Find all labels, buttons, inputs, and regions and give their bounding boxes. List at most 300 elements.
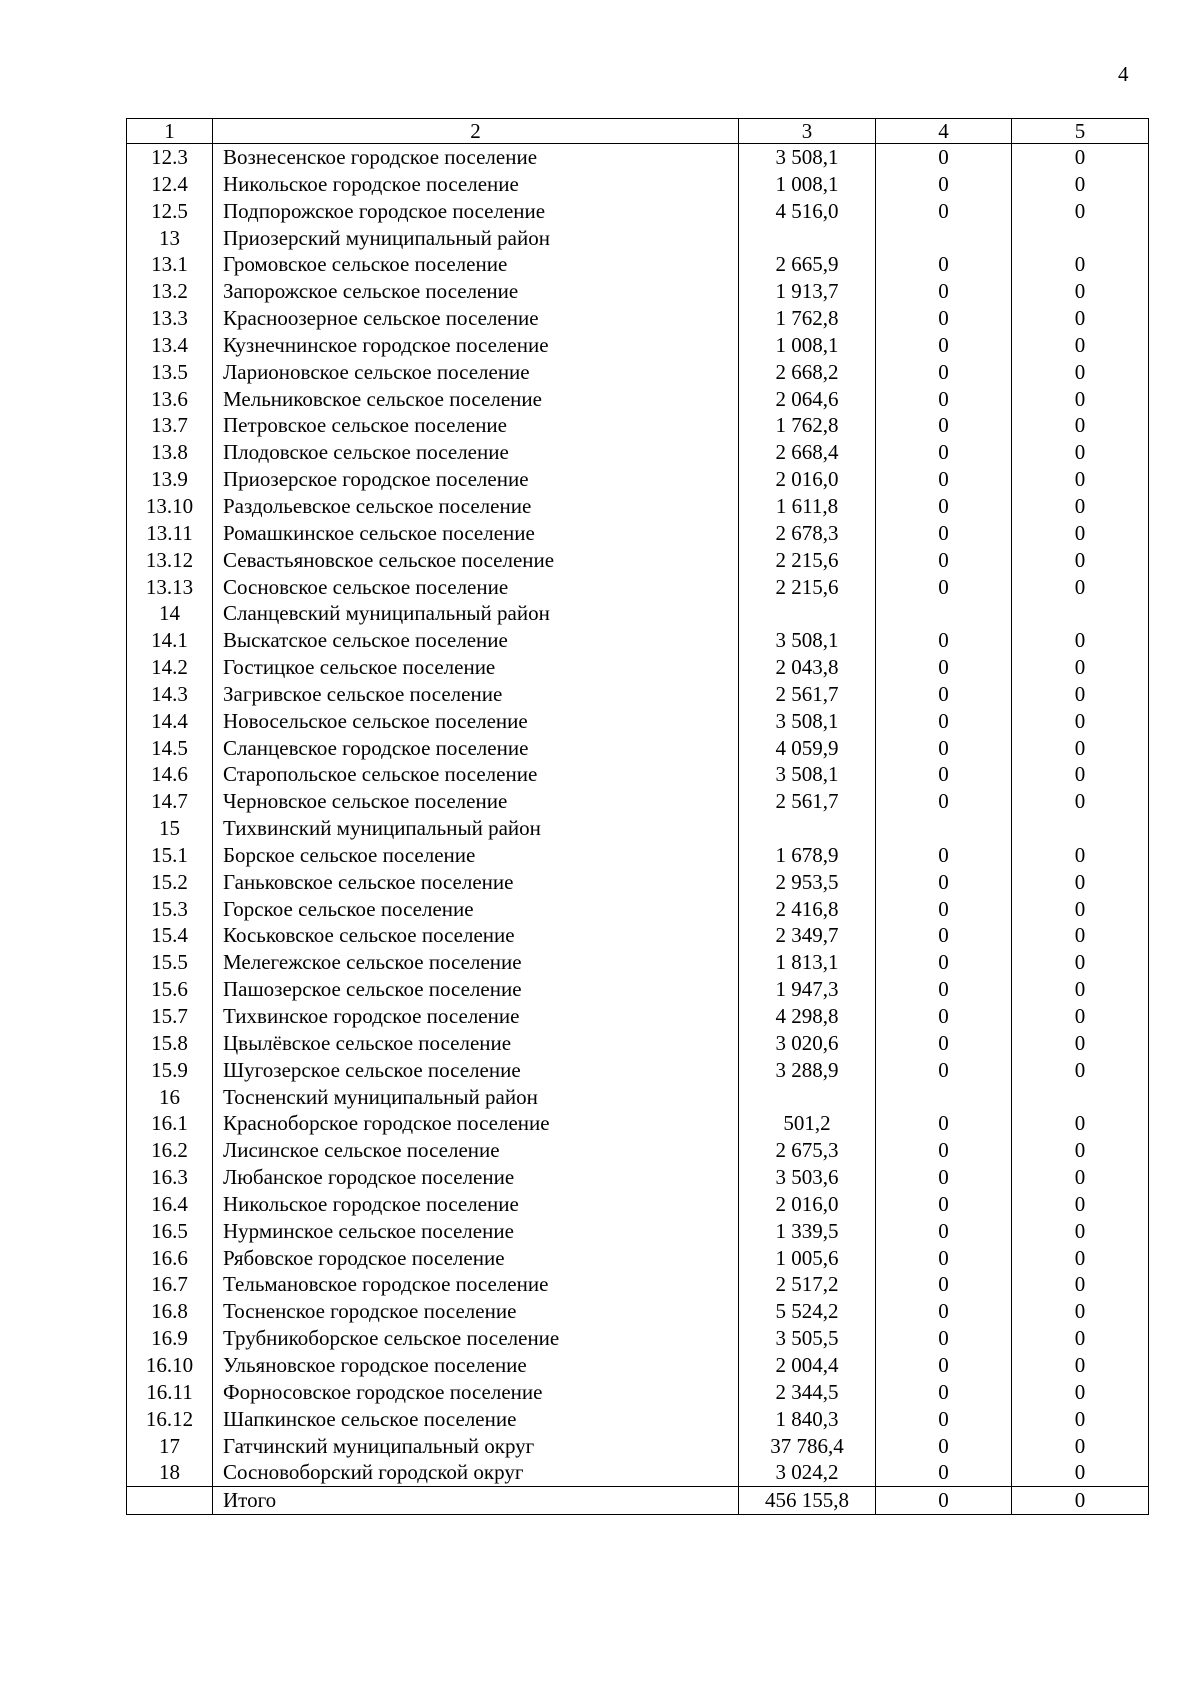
row-col3-cell: 2 004,4 bbox=[739, 1352, 876, 1379]
row-col3-cell: 1 762,8 bbox=[739, 305, 876, 332]
table-row bbox=[127, 144, 1149, 171]
row-num-cell: 13.10 bbox=[127, 493, 213, 520]
row-col5-cell: 0 bbox=[1012, 1030, 1149, 1057]
row-name-cell: Ларионовское сельское поселение bbox=[213, 359, 739, 386]
row-name-cell: Тельмановское городское поселение bbox=[213, 1271, 739, 1298]
table-row bbox=[127, 466, 1149, 493]
row-col5-cell: 0 bbox=[1012, 761, 1149, 788]
row-num-cell: 13.9 bbox=[127, 466, 213, 493]
row-col3-cell: 2 016,0 bbox=[739, 466, 876, 493]
row-name-cell: Запорожское сельское поселение bbox=[213, 278, 739, 305]
table-row bbox=[127, 949, 1149, 976]
row-num-cell: 13.5 bbox=[127, 359, 213, 386]
row-col5-cell: 0 bbox=[1012, 1271, 1149, 1298]
table-row bbox=[127, 600, 1149, 627]
row-col3-cell: 3 508,1 bbox=[739, 761, 876, 788]
row-col3-cell: 1 947,3 bbox=[739, 976, 876, 1003]
row-col3-cell: 3 508,1 bbox=[739, 144, 876, 171]
row-col3-cell bbox=[739, 1084, 876, 1111]
row-col3-cell bbox=[739, 815, 876, 842]
row-name-cell: Громовское сельское поселение bbox=[213, 251, 739, 278]
row-name-cell: Черновское сельское поселение bbox=[213, 788, 739, 815]
table-row bbox=[127, 359, 1149, 386]
row-name-cell: Вознесенское городское поселение bbox=[213, 144, 739, 171]
table-header bbox=[127, 119, 1149, 144]
row-num-cell: 16.11 bbox=[127, 1379, 213, 1406]
header-col-4: 4 bbox=[876, 119, 1012, 144]
table-row bbox=[127, 251, 1149, 278]
row-col3-cell: 2 561,7 bbox=[739, 681, 876, 708]
row-col4-cell: 0 bbox=[876, 1164, 1012, 1191]
row-col3-cell: 1 005,6 bbox=[739, 1245, 876, 1272]
row-num-cell: 16.2 bbox=[127, 1137, 213, 1164]
row-name-cell: Нурминское сельское поселение bbox=[213, 1218, 739, 1245]
row-col5-cell: 0 bbox=[1012, 144, 1149, 171]
row-col5-cell: 0 bbox=[1012, 1003, 1149, 1030]
row-col5-cell: 0 bbox=[1012, 681, 1149, 708]
table-row bbox=[127, 1459, 1149, 1486]
row-col4-cell: 0 bbox=[876, 278, 1012, 305]
row-num-cell: 13 bbox=[127, 225, 213, 252]
row-col4-cell: 0 bbox=[876, 412, 1012, 439]
row-name-cell: Любанское городское поселение bbox=[213, 1164, 739, 1191]
row-col5-cell: 0 bbox=[1012, 1110, 1149, 1137]
row-col4-cell bbox=[876, 815, 1012, 842]
row-num-cell: 14.4 bbox=[127, 708, 213, 735]
row-col4-cell: 0 bbox=[876, 1030, 1012, 1057]
row-col3-cell: 2 215,6 bbox=[739, 574, 876, 601]
table-row bbox=[127, 278, 1149, 305]
table-row bbox=[127, 681, 1149, 708]
row-name-cell: Кузнечнинское городское поселение bbox=[213, 332, 739, 359]
row-col5-cell: 0 bbox=[1012, 627, 1149, 654]
table-row bbox=[127, 1191, 1149, 1218]
row-col5-cell: 0 bbox=[1012, 547, 1149, 574]
row-col4-cell: 0 bbox=[876, 332, 1012, 359]
row-num-cell: 16.12 bbox=[127, 1406, 213, 1433]
table-row bbox=[127, 896, 1149, 923]
table-row bbox=[127, 976, 1149, 1003]
row-col5-cell: 0 bbox=[1012, 359, 1149, 386]
row-col4-cell: 0 bbox=[876, 949, 1012, 976]
row-col4-cell: 0 bbox=[876, 735, 1012, 762]
row-col4-cell: 0 bbox=[876, 359, 1012, 386]
row-col4-cell: 0 bbox=[876, 251, 1012, 278]
total-num-cell bbox=[127, 1487, 213, 1515]
table-row bbox=[127, 1406, 1149, 1433]
row-num-cell: 14 bbox=[127, 600, 213, 627]
row-num-cell: 14.2 bbox=[127, 654, 213, 681]
row-col5-cell: 0 bbox=[1012, 278, 1149, 305]
row-col5-cell: 0 bbox=[1012, 198, 1149, 225]
table-row bbox=[127, 520, 1149, 547]
row-col5-cell: 0 bbox=[1012, 1191, 1149, 1218]
row-col5-cell: 0 bbox=[1012, 869, 1149, 896]
row-num-cell: 13.11 bbox=[127, 520, 213, 547]
row-num-cell: 15.5 bbox=[127, 949, 213, 976]
table-row bbox=[127, 574, 1149, 601]
table-row bbox=[127, 198, 1149, 225]
row-col4-cell: 0 bbox=[876, 1406, 1012, 1433]
row-num-cell: 13.2 bbox=[127, 278, 213, 305]
row-col3-cell: 1 339,5 bbox=[739, 1218, 876, 1245]
row-col4-cell: 0 bbox=[876, 1003, 1012, 1030]
row-name-cell: Севастьяновское сельское поселение bbox=[213, 547, 739, 574]
table-row bbox=[127, 869, 1149, 896]
row-num-cell: 16.8 bbox=[127, 1298, 213, 1325]
row-num-cell: 15.3 bbox=[127, 896, 213, 923]
row-col4-cell: 0 bbox=[876, 466, 1012, 493]
row-col4-cell: 0 bbox=[876, 439, 1012, 466]
table-body bbox=[127, 144, 1149, 1487]
row-num-cell: 16.10 bbox=[127, 1352, 213, 1379]
row-col3-cell: 2 668,4 bbox=[739, 439, 876, 466]
row-col5-cell: 0 bbox=[1012, 735, 1149, 762]
table-row bbox=[127, 1325, 1149, 1352]
total-col3-cell: 456 155,8 bbox=[739, 1487, 876, 1515]
row-col4-cell: 0 bbox=[876, 1298, 1012, 1325]
table-row bbox=[127, 1164, 1149, 1191]
row-name-cell: Коськовское сельское поселение bbox=[213, 922, 739, 949]
row-num-cell: 16.6 bbox=[127, 1245, 213, 1272]
row-name-cell: Борское сельское поселение bbox=[213, 842, 739, 869]
row-name-cell: Никольское городское поселение bbox=[213, 171, 739, 198]
header-col-3: 3 bbox=[739, 119, 876, 144]
header-col-5: 5 bbox=[1012, 119, 1149, 144]
row-col4-cell: 0 bbox=[876, 708, 1012, 735]
row-col4-cell: 0 bbox=[876, 922, 1012, 949]
row-num-cell: 14.7 bbox=[127, 788, 213, 815]
row-col3-cell: 3 024,2 bbox=[739, 1459, 876, 1486]
row-col5-cell: 0 bbox=[1012, 1298, 1149, 1325]
row-col3-cell: 1 008,1 bbox=[739, 171, 876, 198]
row-num-cell: 15.6 bbox=[127, 976, 213, 1003]
row-num-cell: 16.5 bbox=[127, 1218, 213, 1245]
row-col3-cell: 3 508,1 bbox=[739, 708, 876, 735]
row-name-cell: Новосельское сельское поселение bbox=[213, 708, 739, 735]
row-num-cell: 16.3 bbox=[127, 1164, 213, 1191]
row-name-cell: Гостицкое сельское поселение bbox=[213, 654, 739, 681]
row-num-cell: 13.13 bbox=[127, 574, 213, 601]
row-col3-cell: 4 059,9 bbox=[739, 735, 876, 762]
table-row bbox=[127, 922, 1149, 949]
table-row bbox=[127, 842, 1149, 869]
table-row bbox=[127, 735, 1149, 762]
row-col5-cell: 0 bbox=[1012, 1352, 1149, 1379]
table-row bbox=[127, 1218, 1149, 1245]
row-col4-cell: 0 bbox=[876, 1459, 1012, 1486]
row-col5-cell: 0 bbox=[1012, 1164, 1149, 1191]
row-col5-cell: 0 bbox=[1012, 1057, 1149, 1084]
row-col3-cell: 2 416,8 bbox=[739, 896, 876, 923]
row-col4-cell: 0 bbox=[876, 788, 1012, 815]
row-col3-cell: 4 516,0 bbox=[739, 198, 876, 225]
table-row bbox=[127, 171, 1149, 198]
row-col4-cell: 0 bbox=[876, 386, 1012, 413]
row-col5-cell: 0 bbox=[1012, 896, 1149, 923]
row-col4-cell: 0 bbox=[876, 171, 1012, 198]
table-row bbox=[127, 1003, 1149, 1030]
row-name-cell: Рябовское городское поселение bbox=[213, 1245, 739, 1272]
row-col4-cell: 0 bbox=[876, 1218, 1012, 1245]
row-col5-cell: 0 bbox=[1012, 1325, 1149, 1352]
row-col5-cell: 0 bbox=[1012, 1379, 1149, 1406]
row-col5-cell: 0 bbox=[1012, 788, 1149, 815]
row-col5-cell: 0 bbox=[1012, 708, 1149, 735]
row-col4-cell bbox=[876, 225, 1012, 252]
row-num-cell: 13.4 bbox=[127, 332, 213, 359]
row-col4-cell: 0 bbox=[876, 761, 1012, 788]
row-num-cell: 16.7 bbox=[127, 1271, 213, 1298]
row-col5-cell: 0 bbox=[1012, 842, 1149, 869]
row-col4-cell: 0 bbox=[876, 1433, 1012, 1460]
row-col3-cell: 2 953,5 bbox=[739, 869, 876, 896]
row-col4-cell: 0 bbox=[876, 305, 1012, 332]
table-row bbox=[127, 1379, 1149, 1406]
row-col5-cell: 0 bbox=[1012, 466, 1149, 493]
row-col3-cell: 2 016,0 bbox=[739, 1191, 876, 1218]
row-name-cell: Сосновское сельское поселение bbox=[213, 574, 739, 601]
row-num-cell: 15.4 bbox=[127, 922, 213, 949]
header-row bbox=[127, 119, 1149, 144]
row-col3-cell: 1 913,7 bbox=[739, 278, 876, 305]
row-col4-cell: 0 bbox=[876, 1057, 1012, 1084]
row-col3-cell: 1 678,9 bbox=[739, 842, 876, 869]
row-num-cell: 12.3 bbox=[127, 144, 213, 171]
table-row bbox=[127, 439, 1149, 466]
row-col4-cell: 0 bbox=[876, 654, 1012, 681]
row-col4-cell: 0 bbox=[876, 144, 1012, 171]
table-row bbox=[127, 1352, 1149, 1379]
row-num-cell: 13.1 bbox=[127, 251, 213, 278]
row-name-cell: Приозерский муниципальный район bbox=[213, 225, 739, 252]
row-col4-cell: 0 bbox=[876, 574, 1012, 601]
row-name-cell: Тихвинский муниципальный район bbox=[213, 815, 739, 842]
table-row bbox=[127, 1245, 1149, 1272]
row-col4-cell: 0 bbox=[876, 627, 1012, 654]
total-col5-cell: 0 bbox=[1012, 1487, 1149, 1515]
table-row bbox=[127, 1110, 1149, 1137]
row-name-cell: Тихвинское городское поселение bbox=[213, 1003, 739, 1030]
row-col5-cell bbox=[1012, 600, 1149, 627]
table-row bbox=[127, 412, 1149, 439]
row-col3-cell: 3 505,5 bbox=[739, 1325, 876, 1352]
row-col4-cell: 0 bbox=[876, 520, 1012, 547]
row-col4-cell: 0 bbox=[876, 1325, 1012, 1352]
row-name-cell: Ганьковское сельское поселение bbox=[213, 869, 739, 896]
row-name-cell: Цвылёвское сельское поселение bbox=[213, 1030, 739, 1057]
row-num-cell: 15 bbox=[127, 815, 213, 842]
row-col3-cell: 2 678,3 bbox=[739, 520, 876, 547]
row-col5-cell: 0 bbox=[1012, 412, 1149, 439]
row-name-cell: Выскатское сельское поселение bbox=[213, 627, 739, 654]
row-name-cell: Пашозерское сельское поселение bbox=[213, 976, 739, 1003]
row-num-cell: 16.9 bbox=[127, 1325, 213, 1352]
row-name-cell: Подпорожское городское поселение bbox=[213, 198, 739, 225]
row-num-cell: 12.4 bbox=[127, 171, 213, 198]
row-col3-cell: 2 675,3 bbox=[739, 1137, 876, 1164]
row-col3-cell: 501,2 bbox=[739, 1110, 876, 1137]
row-num-cell: 16.4 bbox=[127, 1191, 213, 1218]
row-num-cell: 15.2 bbox=[127, 869, 213, 896]
row-num-cell: 12.5 bbox=[127, 198, 213, 225]
row-col4-cell bbox=[876, 1084, 1012, 1111]
row-col5-cell: 0 bbox=[1012, 1137, 1149, 1164]
header-col-1: 1 bbox=[127, 119, 213, 144]
row-name-cell: Лисинское сельское поселение bbox=[213, 1137, 739, 1164]
row-col3-cell: 37 786,4 bbox=[739, 1433, 876, 1460]
row-col5-cell: 0 bbox=[1012, 386, 1149, 413]
row-num-cell: 13.7 bbox=[127, 412, 213, 439]
table-footer bbox=[127, 1487, 1149, 1515]
row-col3-cell: 2 561,7 bbox=[739, 788, 876, 815]
data-table bbox=[126, 118, 1149, 1515]
table-row bbox=[127, 1298, 1149, 1325]
row-col4-cell: 0 bbox=[876, 896, 1012, 923]
total-row bbox=[127, 1487, 1149, 1515]
row-col5-cell: 0 bbox=[1012, 976, 1149, 1003]
table-row bbox=[127, 547, 1149, 574]
table-row bbox=[127, 1137, 1149, 1164]
row-name-cell: Трубникоборское сельское поселение bbox=[213, 1325, 739, 1352]
row-name-cell: Загривское сельское поселение bbox=[213, 681, 739, 708]
row-col4-cell: 0 bbox=[876, 493, 1012, 520]
table-row bbox=[127, 1433, 1149, 1460]
table-row bbox=[127, 627, 1149, 654]
row-col5-cell bbox=[1012, 815, 1149, 842]
row-name-cell: Тосненский муниципальный район bbox=[213, 1084, 739, 1111]
row-name-cell: Ульяновское городское поселение bbox=[213, 1352, 739, 1379]
table-row bbox=[127, 654, 1149, 681]
row-col3-cell: 5 524,2 bbox=[739, 1298, 876, 1325]
row-name-cell: Плодовское сельское поселение bbox=[213, 439, 739, 466]
row-num-cell: 14.1 bbox=[127, 627, 213, 654]
row-col5-cell: 0 bbox=[1012, 1245, 1149, 1272]
table-row bbox=[127, 1271, 1149, 1298]
row-col5-cell: 0 bbox=[1012, 332, 1149, 359]
row-name-cell: Красноозерное сельское поселение bbox=[213, 305, 739, 332]
page-number: 4 bbox=[1118, 62, 1129, 86]
row-col3-cell: 2 349,7 bbox=[739, 922, 876, 949]
row-col5-cell: 0 bbox=[1012, 922, 1149, 949]
row-name-cell: Шугозерское сельское поселение bbox=[213, 1057, 739, 1084]
row-col3-cell: 2 215,6 bbox=[739, 547, 876, 574]
table-row bbox=[127, 493, 1149, 520]
row-col3-cell: 2 668,2 bbox=[739, 359, 876, 386]
row-col4-cell: 0 bbox=[876, 842, 1012, 869]
row-col3-cell: 2 064,6 bbox=[739, 386, 876, 413]
row-col4-cell: 0 bbox=[876, 1379, 1012, 1406]
row-name-cell: Красноборское городское поселение bbox=[213, 1110, 739, 1137]
table-row bbox=[127, 1030, 1149, 1057]
row-num-cell: 18 bbox=[127, 1459, 213, 1486]
row-num-cell: 15.9 bbox=[127, 1057, 213, 1084]
row-col3-cell: 3 503,6 bbox=[739, 1164, 876, 1191]
table-row bbox=[127, 1057, 1149, 1084]
table-row bbox=[127, 761, 1149, 788]
row-col5-cell: 0 bbox=[1012, 1218, 1149, 1245]
table-row bbox=[127, 332, 1149, 359]
row-col4-cell: 0 bbox=[876, 1352, 1012, 1379]
row-num-cell: 13.8 bbox=[127, 439, 213, 466]
row-num-cell: 16 bbox=[127, 1084, 213, 1111]
row-col3-cell: 4 298,8 bbox=[739, 1003, 876, 1030]
row-col3-cell: 3 288,9 bbox=[739, 1057, 876, 1084]
row-col3-cell: 2 665,9 bbox=[739, 251, 876, 278]
row-col3-cell: 1 611,8 bbox=[739, 493, 876, 520]
row-name-cell: Петровское сельское поселение bbox=[213, 412, 739, 439]
row-col4-cell: 0 bbox=[876, 1271, 1012, 1298]
row-num-cell: 16.1 bbox=[127, 1110, 213, 1137]
row-num-cell: 15.7 bbox=[127, 1003, 213, 1030]
total-col4-cell: 0 bbox=[876, 1487, 1012, 1515]
row-col3-cell: 2 517,2 bbox=[739, 1271, 876, 1298]
row-num-cell: 13.6 bbox=[127, 386, 213, 413]
row-num-cell: 17 bbox=[127, 1433, 213, 1460]
row-name-cell: Сланцевский муниципальный район bbox=[213, 600, 739, 627]
row-name-cell: Раздольевское сельское поселение bbox=[213, 493, 739, 520]
row-col5-cell: 0 bbox=[1012, 654, 1149, 681]
row-col4-cell bbox=[876, 600, 1012, 627]
row-col3-cell: 1 762,8 bbox=[739, 412, 876, 439]
row-name-cell: Никольское городское поселение bbox=[213, 1191, 739, 1218]
row-num-cell: 14.3 bbox=[127, 681, 213, 708]
total-label-cell: Итого bbox=[213, 1487, 739, 1515]
row-name-cell: Сланцевское городское поселение bbox=[213, 735, 739, 762]
row-col3-cell: 3 508,1 bbox=[739, 627, 876, 654]
row-col3-cell: 1 813,1 bbox=[739, 949, 876, 976]
row-name-cell: Шапкинское сельское поселение bbox=[213, 1406, 739, 1433]
row-col4-cell: 0 bbox=[876, 1137, 1012, 1164]
row-col3-cell: 1 840,3 bbox=[739, 1406, 876, 1433]
row-col3-cell: 3 020,6 bbox=[739, 1030, 876, 1057]
table-row bbox=[127, 305, 1149, 332]
header-col-2: 2 bbox=[213, 119, 739, 144]
row-col4-cell: 0 bbox=[876, 976, 1012, 1003]
row-col4-cell: 0 bbox=[876, 198, 1012, 225]
row-name-cell: Тосненское городское поселение bbox=[213, 1298, 739, 1325]
table-row bbox=[127, 788, 1149, 815]
row-col5-cell: 0 bbox=[1012, 171, 1149, 198]
row-col3-cell bbox=[739, 225, 876, 252]
row-col5-cell: 0 bbox=[1012, 493, 1149, 520]
row-col3-cell: 2 344,5 bbox=[739, 1379, 876, 1406]
row-col5-cell: 0 bbox=[1012, 1433, 1149, 1460]
row-col5-cell: 0 bbox=[1012, 574, 1149, 601]
row-col5-cell: 0 bbox=[1012, 1406, 1149, 1433]
row-num-cell: 14.6 bbox=[127, 761, 213, 788]
row-col5-cell: 0 bbox=[1012, 1459, 1149, 1486]
row-col5-cell bbox=[1012, 1084, 1149, 1111]
row-name-cell: Старопольское сельское поселение bbox=[213, 761, 739, 788]
row-col5-cell: 0 bbox=[1012, 251, 1149, 278]
table-row bbox=[127, 708, 1149, 735]
row-col5-cell: 0 bbox=[1012, 949, 1149, 976]
row-name-cell: Мельниковское сельское поселение bbox=[213, 386, 739, 413]
row-col4-cell: 0 bbox=[876, 547, 1012, 574]
row-col4-cell: 0 bbox=[876, 681, 1012, 708]
table-row bbox=[127, 815, 1149, 842]
row-num-cell: 13.3 bbox=[127, 305, 213, 332]
row-col5-cell: 0 bbox=[1012, 439, 1149, 466]
row-name-cell: Горское сельское поселение bbox=[213, 896, 739, 923]
row-name-cell: Гатчинский муниципальный округ bbox=[213, 1433, 739, 1460]
row-col4-cell: 0 bbox=[876, 869, 1012, 896]
row-col3-cell: 1 008,1 bbox=[739, 332, 876, 359]
row-name-cell: Сосновоборский городской округ bbox=[213, 1459, 739, 1486]
row-col3-cell: 2 043,8 bbox=[739, 654, 876, 681]
row-col5-cell: 0 bbox=[1012, 305, 1149, 332]
